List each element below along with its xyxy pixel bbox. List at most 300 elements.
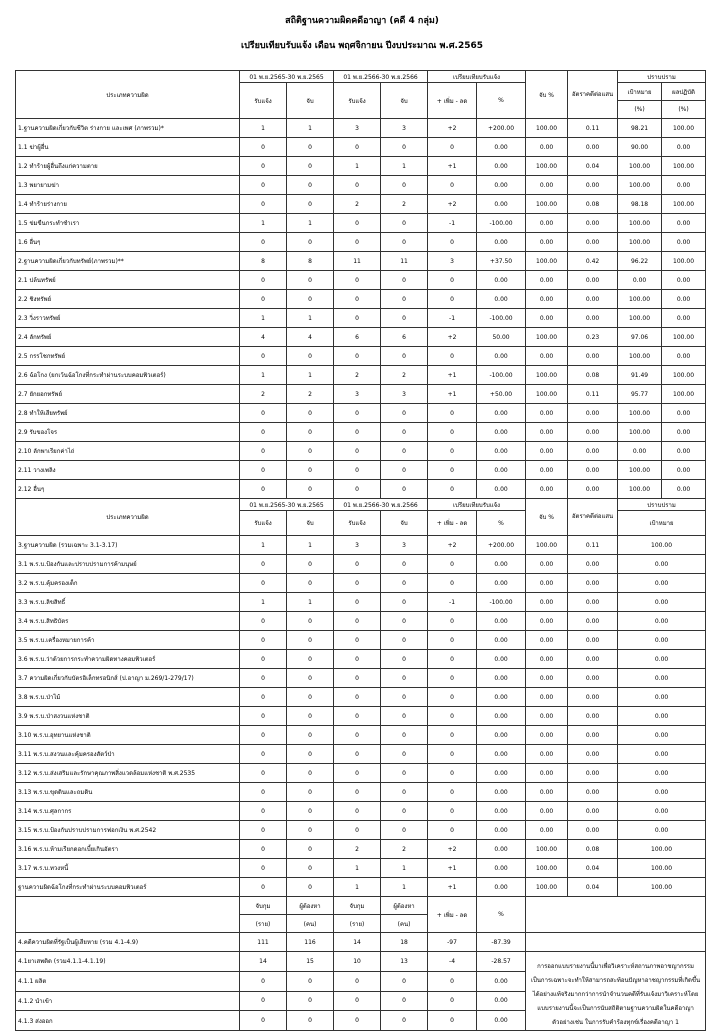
- row-label: 1.6 อื่นๆ: [16, 233, 240, 252]
- table-cell: 0: [287, 821, 334, 840]
- table-cell: 0.00: [477, 688, 526, 707]
- table-cell: 0.00: [526, 271, 568, 290]
- table-cell: 1: [334, 157, 381, 176]
- table-cell: 18: [381, 933, 428, 952]
- column-header-type: ประเภทความผิด: [16, 499, 240, 536]
- table-cell: 0: [381, 309, 428, 328]
- table-cell: 0.00: [526, 574, 568, 593]
- table-cell: 0.00: [477, 821, 526, 840]
- row-label: 3.9 พ.ร.บ.ป่าสงวนแห่งชาติ: [16, 707, 240, 726]
- row-label: 3.7 ความผิดเกี่ยวกับบัตรอิเล็กทรอนิกส์ (ป.อาญา ม.269/1-279/17): [16, 669, 240, 688]
- table-cell: 0.00: [526, 593, 568, 612]
- table-cell: +37.50: [477, 252, 526, 271]
- table-cell: 0: [334, 574, 381, 593]
- table-cell: 0.00: [526, 442, 568, 461]
- table-cell: 0: [240, 650, 287, 669]
- table-cell: +1: [428, 385, 477, 404]
- blank-cell: [526, 933, 706, 952]
- table-cell: 0: [287, 138, 334, 157]
- table-cell: +2: [428, 119, 477, 138]
- table-cell: 0.00: [477, 612, 526, 631]
- table-cell: 100.00: [526, 157, 568, 176]
- table-cell: 0.00: [568, 480, 618, 499]
- table-cell: 0: [428, 802, 477, 821]
- table-row: [16, 157, 706, 176]
- table-cell: 0.00: [568, 176, 618, 195]
- table-cell: 2: [381, 840, 428, 859]
- row-label: 3.ฐานความผิด (รวมเฉพาะ 3.1-3.17): [16, 536, 240, 555]
- table-cell: 0: [287, 1011, 334, 1031]
- row-label: 3.6 พ.ร.บ.ว่าด้วยการกระทำความผิดทางคอมพิวเตอร์: [16, 650, 240, 669]
- table-cell: 0.00: [477, 726, 526, 745]
- row-label: 1.3 พยายามฆ่า: [16, 176, 240, 195]
- table-cell: 0.00: [568, 214, 618, 233]
- table-cell: 0: [334, 290, 381, 309]
- table-cell: 0: [428, 442, 477, 461]
- table-cell: 6: [334, 328, 381, 347]
- table-cell: 1: [240, 536, 287, 555]
- header-row: [16, 499, 706, 511]
- table-cell: 0.00: [568, 726, 618, 745]
- table-cell: 0: [334, 821, 381, 840]
- table-row: [16, 933, 706, 952]
- table-cell: 0: [334, 309, 381, 328]
- table-cell: 0: [334, 802, 381, 821]
- table-cell: 0.11: [568, 119, 618, 138]
- table-cell: 0.00: [568, 707, 618, 726]
- row-label: 4.1.3 ส่งออก: [16, 1011, 240, 1031]
- table-cell: 96.22: [618, 252, 662, 271]
- table-cell: 0.00: [477, 404, 526, 423]
- table-cell: 0: [287, 631, 334, 650]
- column-header-result: ผลปฏิบัติ: [662, 83, 706, 101]
- table-cell: 1: [381, 878, 428, 897]
- table-cell: 0.00: [477, 707, 526, 726]
- table-row: [16, 423, 706, 442]
- table-cell: 0: [240, 442, 287, 461]
- table-row: [16, 612, 706, 631]
- table-cell: 50.00: [477, 328, 526, 347]
- table-cell: 0: [381, 631, 428, 650]
- table-cell: 0.08: [568, 366, 618, 385]
- table-cell: 0: [240, 612, 287, 631]
- table-cell: 0: [428, 1011, 477, 1031]
- row-label: 1.ฐานความผิดเกี่ยวกับชีวิต ร่างกาย และเพศ (ภาพรวม)*: [16, 119, 240, 138]
- table-cell: 0: [428, 138, 477, 157]
- table-cell: 0: [334, 1011, 381, 1031]
- table-cell: 0: [381, 745, 428, 764]
- table-cell: +2: [428, 328, 477, 347]
- table-cell: 1: [240, 593, 287, 612]
- table-cell: 0: [381, 650, 428, 669]
- column-header-pct: %: [477, 897, 526, 933]
- row-label: 3.10 พ.ร.บ.อุทยานแห่งชาติ: [16, 726, 240, 745]
- table-row: [16, 176, 706, 195]
- table-cell: +1: [428, 157, 477, 176]
- column-header-target: เป้าหมาย: [618, 83, 662, 101]
- table-cell: 0: [428, 347, 477, 366]
- table-cell: 0.00: [526, 555, 568, 574]
- column-header-target: เป้าหมาย: [618, 511, 706, 536]
- column-header-period-2566: 01 พ.ย.2566-30 พ.ย.2566: [334, 499, 428, 511]
- table-cell: 0: [240, 233, 287, 252]
- table-cell: 0: [334, 593, 381, 612]
- table-cell: 95.77: [618, 385, 662, 404]
- table-cell: 0: [240, 688, 287, 707]
- row-label: 3.8 พ.ร.บ.ป่าไม้: [16, 688, 240, 707]
- table-cell: 0.00: [662, 138, 706, 157]
- table-cell: 0: [287, 726, 334, 745]
- table-cell: 0.00: [618, 631, 706, 650]
- table-cell: 0: [428, 290, 477, 309]
- table-cell: 0.00: [477, 176, 526, 195]
- table-cell: +2: [428, 536, 477, 555]
- column-header-type: ประเภทความผิด: [16, 71, 240, 119]
- table-cell: -100.00: [477, 309, 526, 328]
- report-footnote: การออกแบบรายงานนี้มาเพื่อวิเคราะห์สถานภาพอาชญากรรมเป็นการเฉพาะจะทำให้สามารถสะท้อนปัญหาอาชญากรรมที่เกิดขึ้นได้อย่างแท้จริงมากกว่าการนำจำนวนคดีที่รับแจ้งมาวิเคราะห์โดยแบบรายงานนี้จะเป็นการนับสถิติตามฐานความผิดในคดีอาญา ตัวอย่างเช่น ในการรับคำร้องทุกข์เรื่องคดีอาญา 1: [526, 952, 706, 1031]
- table-row: [16, 745, 706, 764]
- column-header-change: + เพิ่ม - ลด: [428, 897, 477, 933]
- table-cell: 100.00: [618, 878, 706, 897]
- table-cell: 100.00: [618, 347, 662, 366]
- table-cell: -100.00: [477, 366, 526, 385]
- table-cell: 0.00: [526, 233, 568, 252]
- table-row: [16, 878, 706, 897]
- table-cell: 0: [334, 461, 381, 480]
- row-label: 4.คดีความผิดที่รัฐเป็นผู้เสียหาย (รวม 4.1-4.9): [16, 933, 240, 952]
- table-cell: 0: [240, 783, 287, 802]
- table-cell: 0.00: [568, 309, 618, 328]
- table-cell: 0.00: [526, 423, 568, 442]
- table-cell: 0.00: [568, 612, 618, 631]
- table-cell: 0.00: [618, 783, 706, 802]
- table-cell: +1: [428, 366, 477, 385]
- row-label: 3.11 พ.ร.บ.สงวนและคุ้มครองสัตว์ป่า: [16, 745, 240, 764]
- table-row: [16, 669, 706, 688]
- table-cell: 0: [240, 461, 287, 480]
- row-label: 4.1.1 ผลิต: [16, 971, 240, 991]
- table-cell: 98.18: [618, 195, 662, 214]
- table-cell: 0.00: [568, 347, 618, 366]
- table-cell: 0: [381, 802, 428, 821]
- table-cell: 0: [334, 138, 381, 157]
- table-cell: 0: [334, 971, 381, 991]
- table-cell: 0.00: [568, 688, 618, 707]
- column-header-compare: เปรียบเทียบรับแจ้ง: [428, 499, 526, 511]
- table-row: [16, 952, 706, 972]
- table-cell: 0.00: [526, 821, 568, 840]
- table-cell: 0.00: [568, 423, 618, 442]
- table-cell: 0: [240, 764, 287, 783]
- table-cell: 0: [381, 480, 428, 499]
- table-cell: 0.00: [526, 290, 568, 309]
- column-header-reported: รับแจ้ง: [240, 511, 287, 536]
- table-cell: 0: [240, 669, 287, 688]
- row-label: 4.1.2 นำเข้า: [16, 991, 240, 1011]
- table-cell: 100.00: [526, 840, 568, 859]
- table-cell: 0.00: [618, 555, 706, 574]
- table-row: [16, 385, 706, 404]
- table-cell: 0: [334, 650, 381, 669]
- column-header-change: + เพิ่ม - ลด: [428, 83, 477, 119]
- table-cell: 0: [381, 669, 428, 688]
- table-cell: 0.00: [477, 650, 526, 669]
- table-cell: 0: [381, 176, 428, 195]
- table-row: [16, 119, 706, 138]
- table-cell: 0: [240, 555, 287, 574]
- table-cell: 0.00: [477, 991, 526, 1011]
- table-cell: 0.11: [568, 536, 618, 555]
- table-row: [16, 480, 706, 499]
- table-cell: 0.00: [526, 404, 568, 423]
- table-row: [16, 821, 706, 840]
- table-cell: 0.00: [662, 404, 706, 423]
- table-cell: 0.00: [568, 669, 618, 688]
- table-cell: 0: [381, 688, 428, 707]
- crime-statistics-table: [15, 70, 706, 1031]
- table-cell: 0: [381, 991, 428, 1011]
- table-cell: 3: [428, 252, 477, 271]
- table-cell: 1: [240, 309, 287, 328]
- column-header-arrest-pct: จับ %: [526, 499, 568, 536]
- table-cell: -4: [428, 952, 477, 972]
- column-header-suppress: ปราบปราม: [618, 499, 706, 511]
- blank-header-cell: [16, 897, 240, 933]
- table-cell: 100.00: [618, 157, 662, 176]
- row-label: 2.11 วางเพลิง: [16, 461, 240, 480]
- row-label: 1.1 ฆ่าผู้อื่น: [16, 138, 240, 157]
- table-cell: 0.00: [618, 650, 706, 669]
- row-label: 1.5 ข่มขืนกระทำชำเรา: [16, 214, 240, 233]
- table-cell: -28.57: [477, 952, 526, 972]
- column-header-pct: %: [477, 511, 526, 536]
- table-row: [16, 688, 706, 707]
- table-row: [16, 214, 706, 233]
- table-cell: 0: [428, 233, 477, 252]
- table-cell: 0.00: [526, 783, 568, 802]
- column-header-reported: รับแจ้ง: [334, 83, 381, 119]
- table-cell: 0: [240, 480, 287, 499]
- table-cell: 0: [334, 726, 381, 745]
- table-cell: 0.00: [662, 233, 706, 252]
- table-cell: 0: [287, 669, 334, 688]
- table-cell: 4: [287, 328, 334, 347]
- table-cell: 0: [287, 555, 334, 574]
- table-cell: 0: [240, 821, 287, 840]
- table-cell: 0.00: [477, 574, 526, 593]
- table-cell: 0: [287, 233, 334, 252]
- table-cell: 0: [381, 971, 428, 991]
- row-label: 2.10 ลักพาเรียกค่าไถ่: [16, 442, 240, 461]
- column-header-compare: เปรียบเทียบรับแจ้ง: [428, 71, 526, 83]
- row-label: 2.3 วิ่งราวทรัพย์: [16, 309, 240, 328]
- column-header-unit-persons: (คน): [287, 915, 334, 933]
- table-cell: 0.00: [477, 461, 526, 480]
- table-row: [16, 859, 706, 878]
- table-cell: 100.00: [618, 423, 662, 442]
- column-header-period-2565: 01 พ.ย.2565-30 พ.ย.2565: [240, 71, 334, 83]
- table-cell: 0: [240, 404, 287, 423]
- table-cell: 0: [381, 783, 428, 802]
- table-cell: 0: [428, 480, 477, 499]
- table-cell: 100.00: [618, 859, 706, 878]
- table-cell: 0: [287, 707, 334, 726]
- table-cell: 15: [287, 952, 334, 972]
- table-cell: 100.00: [526, 119, 568, 138]
- column-header-accused: ผู้ต้องหา: [287, 897, 334, 915]
- table-row: [16, 347, 706, 366]
- table-cell: 0.00: [477, 555, 526, 574]
- table-cell: 0.00: [477, 1011, 526, 1031]
- table-cell: 0: [287, 271, 334, 290]
- table-cell: 1: [287, 119, 334, 138]
- table-cell: 0.00: [526, 176, 568, 195]
- table-cell: 0.42: [568, 252, 618, 271]
- table-cell: 0: [381, 442, 428, 461]
- table-cell: 0: [381, 233, 428, 252]
- table-cell: 0: [240, 878, 287, 897]
- table-cell: 1: [287, 214, 334, 233]
- column-header-unit-persons: (คน): [381, 915, 428, 933]
- table-cell: 0: [381, 347, 428, 366]
- table-cell: 0.00: [568, 745, 618, 764]
- table-cell: 0.00: [618, 745, 706, 764]
- table-cell: 0: [287, 442, 334, 461]
- table-cell: 100.00: [526, 536, 568, 555]
- table-cell: 1: [381, 859, 428, 878]
- table-row: [16, 461, 706, 480]
- table-cell: 116: [287, 933, 334, 952]
- table-cell: 4: [240, 328, 287, 347]
- table-cell: 0: [240, 707, 287, 726]
- table-cell: 0: [428, 764, 477, 783]
- column-header-period-2566: 01 พ.ย.2566-30 พ.ย.2566: [334, 71, 428, 83]
- table-cell: 0: [240, 195, 287, 214]
- table-cell: 3: [381, 119, 428, 138]
- table-cell: 1: [240, 366, 287, 385]
- table-cell: 0: [287, 612, 334, 631]
- table-cell: 0: [334, 783, 381, 802]
- table-cell: 0.00: [477, 290, 526, 309]
- row-label: 3.2 พ.ร.บ.คุ้มครองเด็ก: [16, 574, 240, 593]
- table-cell: +50.00: [477, 385, 526, 404]
- table-cell: 0.00: [568, 802, 618, 821]
- table-cell: 111: [240, 933, 287, 952]
- row-label: 1.2 ทำร้ายผู้อื่นถึงแก่ความตาย: [16, 157, 240, 176]
- row-label: 3.17 พ.ร.บ.ทวงหนี้: [16, 859, 240, 878]
- table-cell: 100.00: [618, 480, 662, 499]
- table-cell: 0.00: [662, 461, 706, 480]
- table-cell: -87.39: [477, 933, 526, 952]
- table-cell: 0: [428, 726, 477, 745]
- table-cell: 1: [240, 119, 287, 138]
- table-cell: 0.00: [477, 480, 526, 499]
- header-row: [16, 71, 706, 83]
- table-cell: 100.00: [662, 195, 706, 214]
- table-cell: 0: [381, 404, 428, 423]
- table-cell: 100.00: [618, 309, 662, 328]
- table-cell: 0.00: [662, 214, 706, 233]
- table-cell: 11: [334, 252, 381, 271]
- row-label: 1.4 ทำร้ายร่างกาย: [16, 195, 240, 214]
- table-cell: 0.00: [618, 821, 706, 840]
- table-cell: 0: [240, 840, 287, 859]
- table-cell: 0: [381, 707, 428, 726]
- table-cell: 0.00: [526, 631, 568, 650]
- table-cell: -1: [428, 214, 477, 233]
- table-cell: 0.08: [568, 195, 618, 214]
- table-cell: 0: [240, 991, 287, 1011]
- table-cell: 0.00: [526, 461, 568, 480]
- table-cell: 0.00: [618, 726, 706, 745]
- column-header-change: + เพิ่ม - ลด: [428, 511, 477, 536]
- table-cell: 2: [287, 385, 334, 404]
- column-header-unit-cases: (ราย): [240, 915, 287, 933]
- table-cell: 0.00: [662, 271, 706, 290]
- table-cell: +200.00: [477, 119, 526, 138]
- table-cell: 0.00: [568, 233, 618, 252]
- table-cell: 0.00: [477, 138, 526, 157]
- table-cell: 100.00: [618, 214, 662, 233]
- table-cell: 0: [428, 821, 477, 840]
- table-row: [16, 593, 706, 612]
- table-cell: 10: [334, 952, 381, 972]
- table-cell: 0: [381, 423, 428, 442]
- row-label: 3.4 พ.ร.บ.สิทธิบัตร: [16, 612, 240, 631]
- table-cell: 0.00: [568, 404, 618, 423]
- table-cell: 0: [240, 176, 287, 195]
- table-cell: -100.00: [477, 593, 526, 612]
- table-cell: 0.00: [477, 233, 526, 252]
- table-cell: 2: [334, 195, 381, 214]
- table-cell: 0.00: [662, 480, 706, 499]
- table-cell: 100.00: [662, 385, 706, 404]
- row-label: 2.6 ฉ้อโกง (ยกเว้นฉ้อโกงที่กระทำผ่านระบบคอมพิวเตอร์): [16, 366, 240, 385]
- table-cell: 0: [381, 555, 428, 574]
- table-row: [16, 328, 706, 347]
- table-cell: 2: [334, 840, 381, 859]
- table-cell: 0: [334, 176, 381, 195]
- table-cell: 13: [381, 952, 428, 972]
- blank-header-cell: [526, 897, 706, 933]
- column-header-arrested: จับ: [287, 83, 334, 119]
- table-row: [16, 840, 706, 859]
- table-cell: 100.00: [662, 119, 706, 138]
- table-cell: 0: [428, 574, 477, 593]
- table-cell: 0.00: [477, 442, 526, 461]
- table-cell: 1: [287, 593, 334, 612]
- table-cell: 0: [240, 574, 287, 593]
- table-cell: 1: [240, 214, 287, 233]
- table-cell: 0: [334, 442, 381, 461]
- report-subtitle: เปรียบเทียบรับแจ้ง เดือน พฤศจิกายน ปีงบประมาณ พ.ศ.2565: [241, 41, 483, 51]
- table-cell: +2: [428, 195, 477, 214]
- table-cell: 0: [334, 233, 381, 252]
- table-cell: 0.00: [526, 309, 568, 328]
- table-cell: 0.00: [477, 802, 526, 821]
- table-cell: 0.00: [568, 290, 618, 309]
- row-label: ฐานความผิดฉ้อโกงที่กระทำผ่านระบบคอมพิวเตอร์: [16, 878, 240, 897]
- table-cell: 0: [287, 802, 334, 821]
- table-cell: 0: [381, 138, 428, 157]
- table-row: [16, 366, 706, 385]
- row-label: 2.ฐานความผิดเกี่ยวกับทรัพย์(ภาพรวม)**: [16, 252, 240, 271]
- table-cell: 0: [287, 991, 334, 1011]
- table-cell: 0: [287, 840, 334, 859]
- table-cell: 0.00: [568, 764, 618, 783]
- table-cell: 0: [240, 1011, 287, 1031]
- table-cell: 0: [334, 669, 381, 688]
